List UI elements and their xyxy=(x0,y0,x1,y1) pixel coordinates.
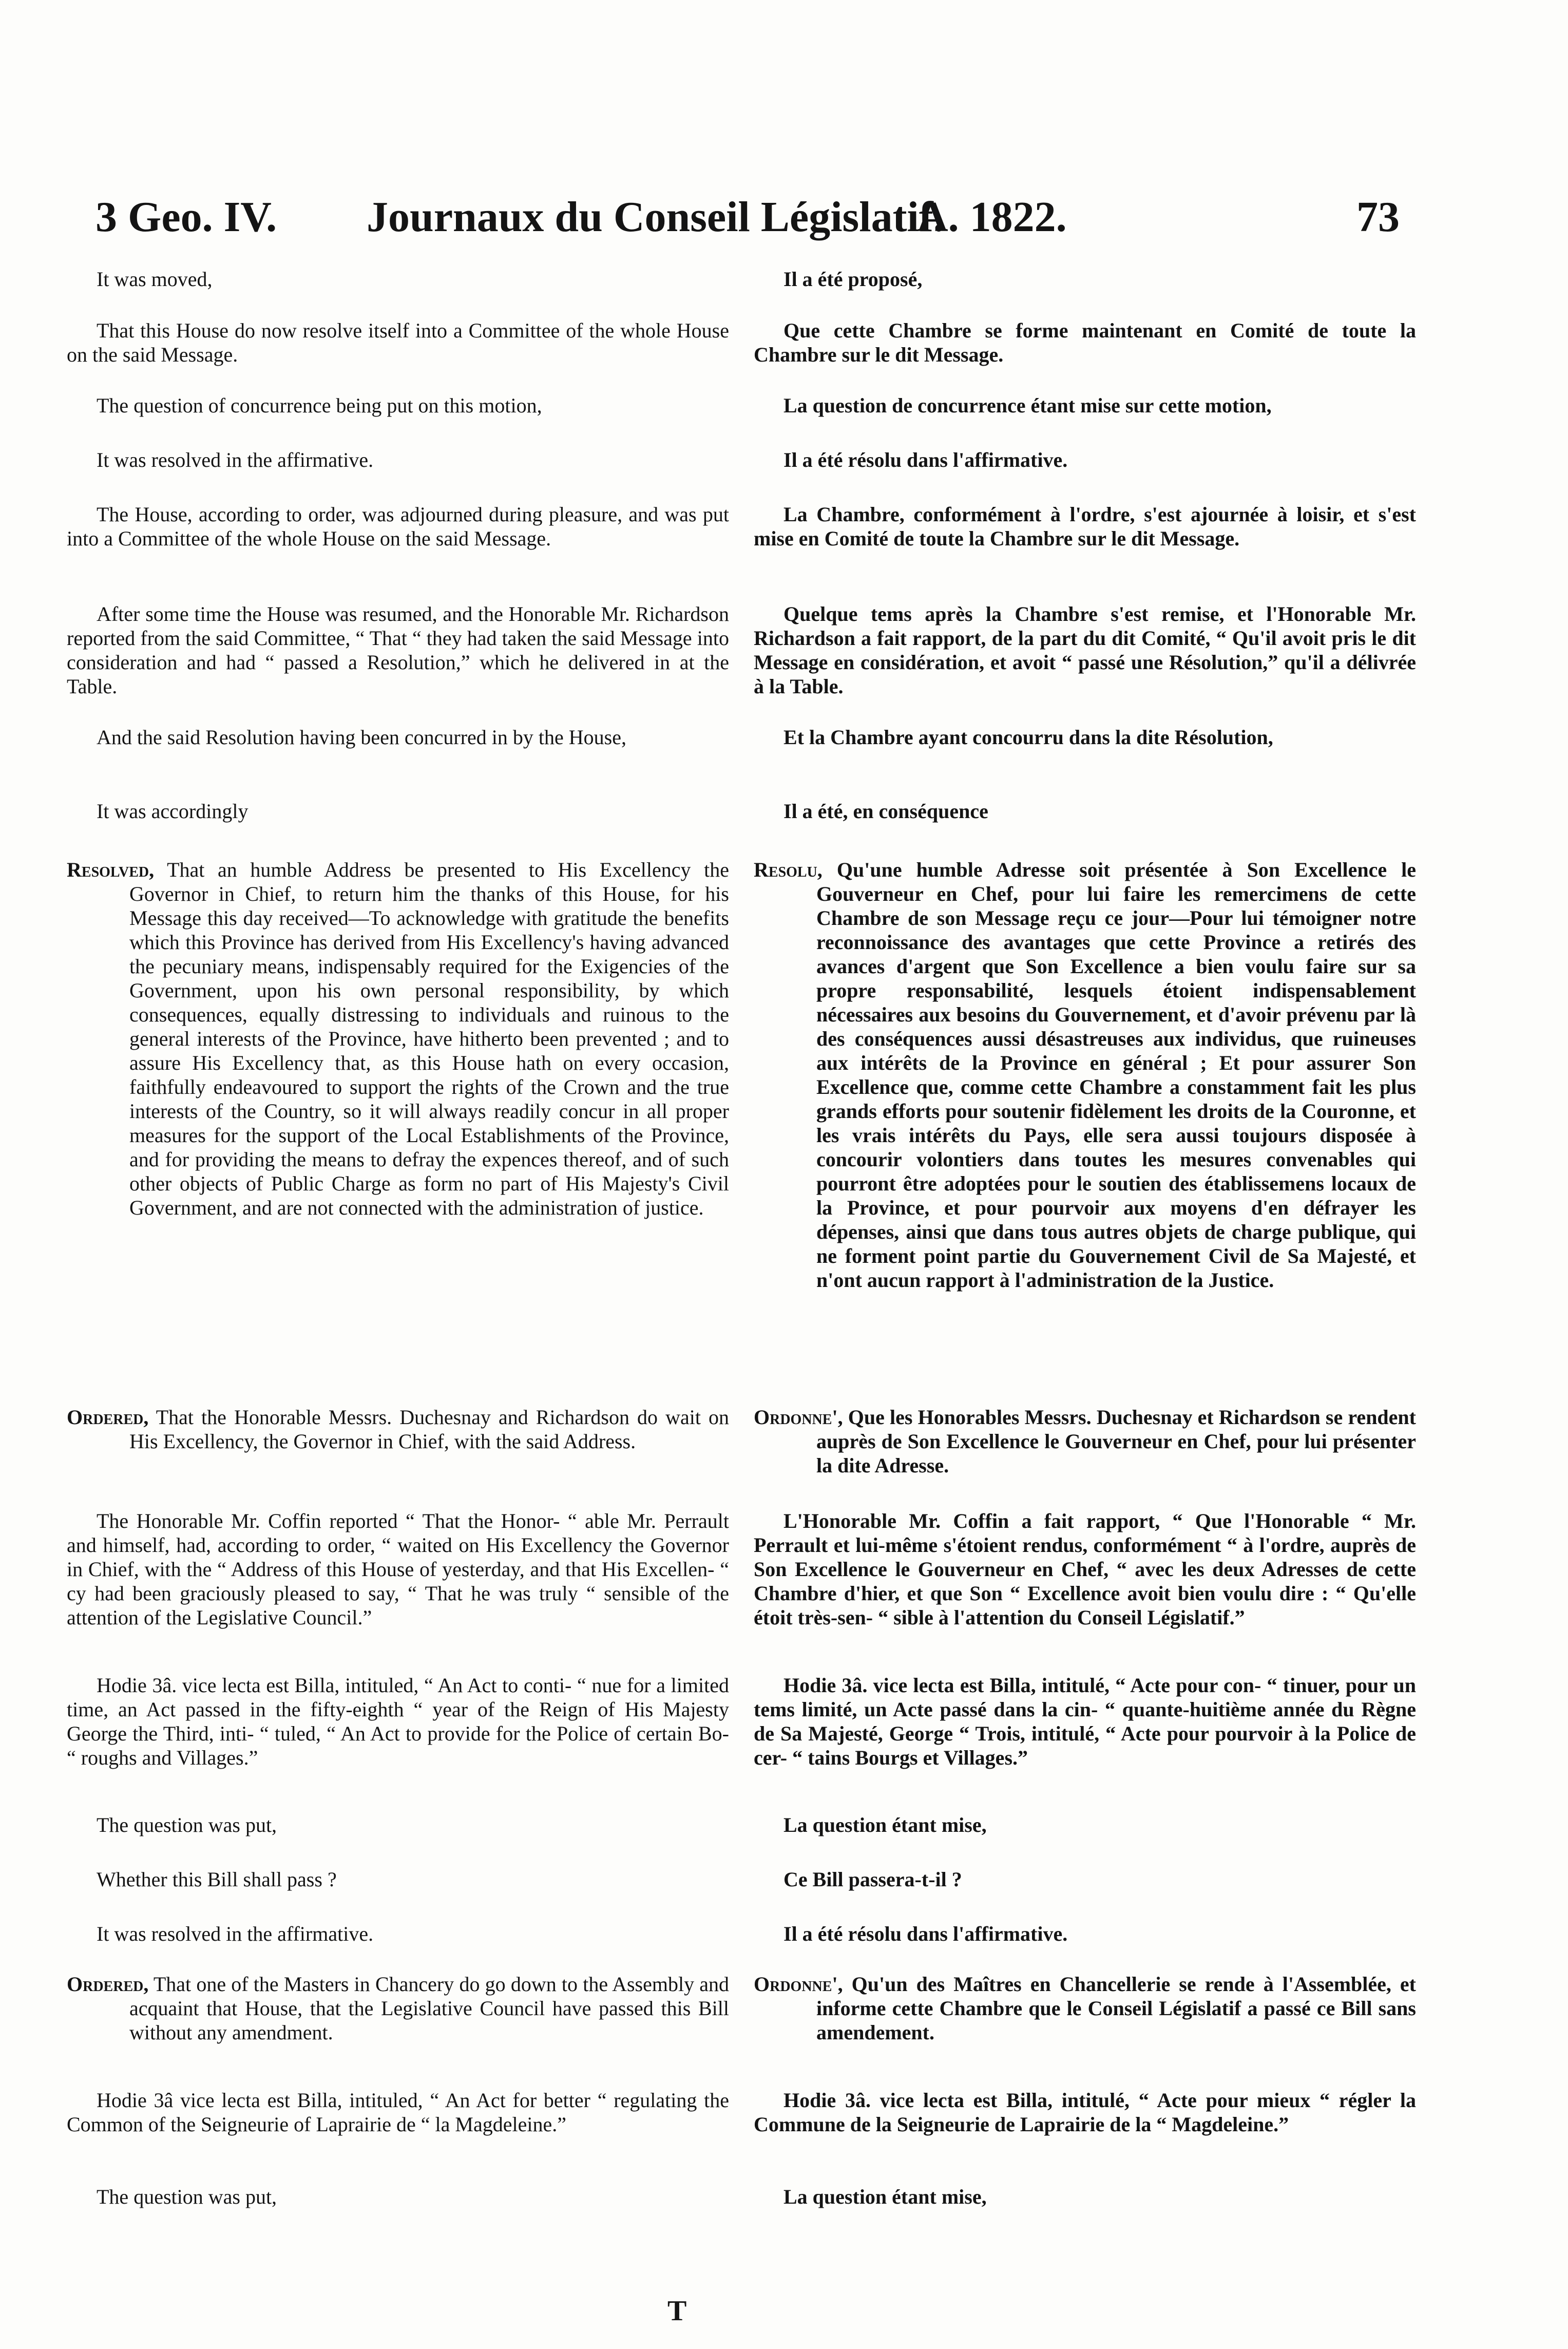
ordered-label: Ordered, xyxy=(67,1973,149,1996)
paragraph: It was moved, xyxy=(97,268,213,291)
order-text: Qu'un des Maîtres en Chancellerie se rende à l'Assemblée, et informe cette Chambre que le Conseil Législatif a passé ce Bill sans amendement. xyxy=(816,1973,1417,2044)
paragraph: After some time the House was resumed, and the Honorable Mr. Richardson reported from the said Committee, “ That “ they had taken the said Message into consideration and had “ passed a Resolution,” which he delivered in at the Table. xyxy=(67,602,729,698)
resolution xyxy=(67,858,729,1220)
paragraph: Ce Bill passera-t-il ? xyxy=(783,1868,962,1891)
paragraph: The question was put, xyxy=(97,1813,277,1836)
page-number: 73 xyxy=(1356,193,1400,241)
running-head xyxy=(95,189,1400,245)
resolved-label: Resolved, xyxy=(67,858,155,881)
paragraph: Que cette Chambre se forme maintenant en Comité de toute la Chambre sur le dit Message. xyxy=(754,319,1416,366)
ordered-label: Ordonne', xyxy=(754,1973,843,1996)
order-text: That one of the Masters in Chancery do go down to the Assembly and acquaint that House, that the Legislative Council have passed this Bill without any amendment. xyxy=(129,1973,730,2044)
paragraph: It was resolved in the affirmative. xyxy=(97,1922,374,1945)
paragraph: Hodie 3â. vice lecta est Billa, intituled, “ An Act to conti- “ nue for a limited time, an Act passed in the fifty-eighth “ year of the Reign of His Majesty George the Third, inti- “ tuled, “ An Act to provide for the Police of certain Bo- “ roughs and Villages.” xyxy=(67,1674,729,1769)
resolution xyxy=(754,858,1416,1292)
paragraph: Quelque tems après la Chambre s'est remise, et l'Honorable Mr. Richardson a fait rapport, de la part du dit Comité, “ Qu'il avoit pris le dit Message en considération, et avoit “ passé une Résolution,” qu'il a délivrée à la Table. xyxy=(754,602,1416,698)
paragraph: The Honorable Mr. Coffin reported “ That the Honor- “ able Mr. Perrault and himself, had, according to order, “ waited on His Excellency the Governor in Chief, with the “ Address of this House of yesterday, and that His Excellen- “ cy had been graciously pleased to say, “ That he was truly “ sensible of the attention of the Legislative Council.” xyxy=(67,1509,729,1629)
paragraph: Il a été proposé, xyxy=(783,268,923,291)
year: A. 1822. xyxy=(917,193,1067,241)
paragraph: Hodie 3â. vice lecta est Billa, intitulé, “ Acte pour con- “ tinuer, pour un tems limité, un Acte passé dans la cin- “ quante-huitième année du Règne de Sa Majesté, George “ Trois, intitulé, “ Acte pour pourvoir à la Police de cer- “ tains Bourgs et Villages.” xyxy=(754,1674,1416,1769)
paragraph: Hodie 3â. vice lecta est Billa, intitulé, “ Acte pour mieux “ régler la Commune de la Seigneurie de Laprairie de la “ Magdeleine.” xyxy=(754,2089,1416,2136)
ordered-label: Ordered, xyxy=(67,1406,149,1429)
paragraph: And the said Resolution having been concurred in by the House, xyxy=(97,726,626,749)
paragraph: Il a été résolu dans l'affirmative. xyxy=(783,1922,1068,1945)
resolution-text: Qu'une humble Adresse soit présentée à Son Excellence le Gouverneur en Chef, pour lui faire les remercimens de cette Chambre de son Message reçu ce jour—Pour lui témoigner notre reconnoissance des avantages que cette Province a retirés des avances d'argent que Son Excellence a bien voulu faire sur sa propre responsabilité, lesquels étoient indispensablement nécessaires aux besoins du Gouvernement, et d'avoir prévenu par là des conséquences aussi désastreuses aux individus, que ruineuses aux intérêts de la Province en général ; Et pour assurer Son Excellence que, comme cette Chambre a constamment fait les plus grands efforts pour soutenir fidèlement les droits de la Couronne, et les vrais intérêts du Pays, elle sera aussi toujours disposée à concourir volontiers dans toutes les mesures convenables qui pourront être adoptées pour le soutien des établissemens locaux de la Province, et pour pourvoir aux moyens d'en défrayer les dépenses, ainsi que dans tous autres objets de charge publique, qui ne forment point partie du Gouvernement Civil de Sa Majesté, et n'ont aucun rapport à l'administration de la Justice. xyxy=(816,858,1417,1292)
order xyxy=(754,1972,1416,2044)
resolution-text: That an humble Address be presented to His Excellency the Governor in Chief, to return him the thanks of this House, for his Message this day received—To acknowledge with gratitude the benefits which this Province has derived from His Excellency's having advanced the pecuniary means, indispensably required for the Exigencies of the Government, upon his own personal responsibility, by which consequences, equally distressing to individuals and ruinous to the general interests of the Province, have hitherto been prevented ; and to assure His Excellency that, as this House hath on every occasion, faithfully endeavoured to support the rights of the Crown and the true interests of the Country, so it will always readily concur in all proper measures for the support of the Local Establishments of the Province, and for providing the means to defray the expences thereof, and of such other objects of Public Charge as form no part of His Majesty's Civil Government, and are not connected with the administration of justice. xyxy=(129,858,729,1219)
paragraph: The question of concurrence being put on this motion, xyxy=(97,394,542,417)
regnal-year: 3 Geo. IV. xyxy=(95,193,277,241)
order-text: That the Honorable Messrs. Duchesnay and Richardson do wait on His Excellency, the Governor in Chief, with the said Address. xyxy=(129,1406,729,1453)
order xyxy=(67,1405,729,1453)
paragraph: La question étant mise, xyxy=(783,1813,987,1836)
paragraph: La Chambre, conformément à l'ordre, s'est ajournée à loisir, et s'est mise en Comité de toute la Chambre sur le dit Message. xyxy=(754,503,1416,550)
journal-title: Journaux du Conseil Législatif. xyxy=(367,193,944,241)
paragraph: Il a été, en conséquence xyxy=(783,800,988,823)
paragraph: La question de concurrence étant mise sur cette motion, xyxy=(783,394,1272,417)
order xyxy=(67,1972,729,2044)
ordered-label: Ordonne', xyxy=(754,1406,843,1429)
paragraph: Hodie 3â vice lecta est Billa, intituled, “ An Act for better “ regulating the Common of the Seigneurie of Laprairie de “ la Magdeleine.” xyxy=(67,2089,729,2136)
paragraph: Et la Chambre ayant concourru dans la dite Résolution, xyxy=(783,726,1273,749)
signature-mark: T xyxy=(667,2295,687,2327)
paragraph: That this House do now resolve itself into a Committee of the whole House on the said Message. xyxy=(67,319,729,366)
paragraph: Il a été résolu dans l'affirmative. xyxy=(783,448,1068,471)
paragraph: The House, according to order, was adjourned during pleasure, and was put into a Committee of the whole House on the said Message. xyxy=(67,503,729,550)
paragraph: The question was put, xyxy=(97,2185,277,2208)
order xyxy=(754,1405,1416,1477)
paragraph: It was resolved in the affirmative. xyxy=(97,448,374,471)
paragraph: La question étant mise, xyxy=(783,2185,987,2208)
order-text: Que les Honorables Messrs. Duchesnay et Richardson se rendent auprès de Son Excellence le Gouverneur en Chef, pour lui présenter la dite Adresse. xyxy=(816,1406,1417,1477)
paragraph: Whether this Bill shall pass ? xyxy=(97,1868,337,1891)
resolved-label: Resolu, xyxy=(754,858,823,881)
paragraph: L'Honorable Mr. Coffin a fait rapport, “ Que l'Honorable “ Mr. Perrault et lui-même s'étoient rendus, conformément “ à l'ordre, auprès de Son Excellence le Gouverneur en Chef, “ avec les deux Adresses de cette Chambre d'hier, et que Son “ Excellence avoit bien voulu dire : “ Qu'elle étoit très-sen- “ sible à l'attention du Conseil Législatif.” xyxy=(754,1509,1416,1629)
paragraph: It was accordingly xyxy=(97,800,248,823)
